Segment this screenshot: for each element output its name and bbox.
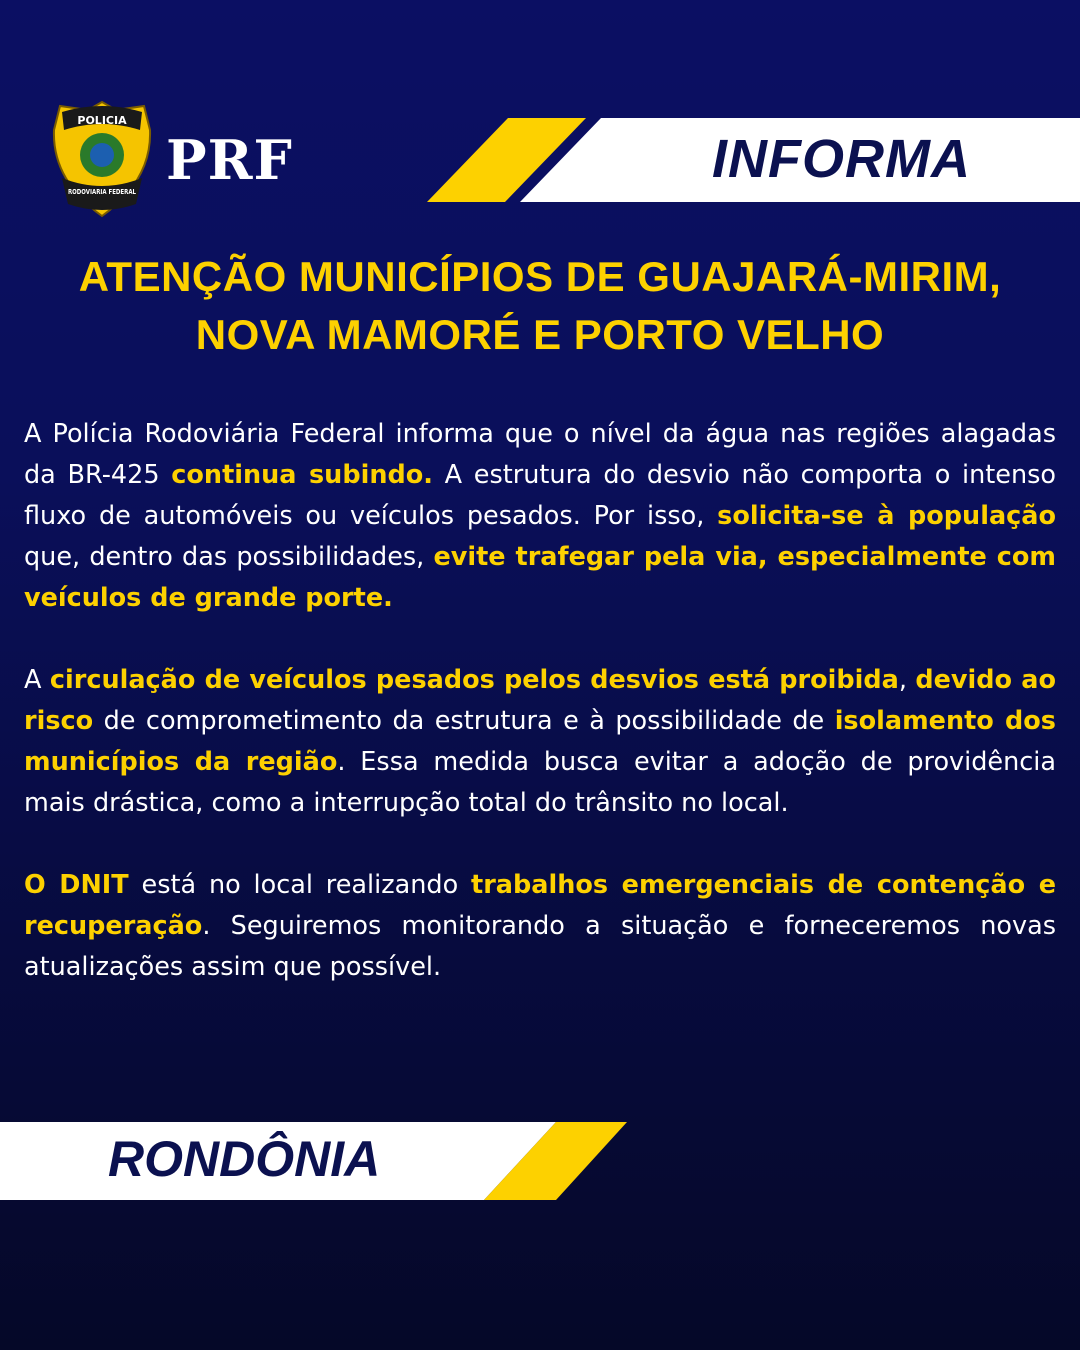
paragraph-3	[24, 865, 1056, 988]
badge-text-bottom: RODOVIARIA FEDERAL	[68, 188, 137, 196]
paragraph-1	[24, 414, 1056, 619]
text-segment: . Seguiremos monitorando a situação e forneceremos novas atualizações assim que possível.	[24, 911, 1056, 982]
highlighted-text: circulação de veículos pesados pelos desvios está proibida	[49, 665, 899, 695]
rondonia-banner-label: RONDÔNIA	[108, 1131, 381, 1187]
highlighted-text: evite trafegar pela via, especialmente com veículos de grande porte.	[24, 542, 1057, 613]
text-segment: . Essa medida busca evitar a adoção de providência mais drástica, como a interrupção total do trânsito no local.	[24, 747, 1056, 818]
highlighted-text: devido ao risco	[24, 665, 1056, 736]
informa-banner-label: INFORMA	[712, 129, 971, 189]
text-segment: A Polícia Rodoviária Federal informa que o nível da água nas regiões alagadas da BR-425	[24, 419, 1056, 490]
headline-line-1: ATENÇÃO MUNICÍPIOS DE GUAJARÁ-MIRIM,	[78, 253, 1002, 300]
paragraph-2	[24, 660, 1056, 824]
highlighted-text: trabalhos emergenciais de contenção e recuperação	[24, 870, 1056, 941]
highlighted-text: solicita-se à população	[717, 501, 1056, 531]
text-segment: A estrutura do desvio não comporta o intenso fluxo de automóveis ou veículos pesados. Por isso,	[24, 460, 1056, 531]
highlighted-text: continua subindo.	[171, 460, 433, 490]
body-text	[24, 414, 1056, 1029]
highlighted-text: O DNIT	[24, 870, 129, 900]
text-segment: que, dentro das possibilidades,	[24, 542, 434, 572]
text-segment: está no local realizando	[128, 870, 472, 900]
headline	[20, 248, 1060, 364]
text-segment: ,	[898, 665, 916, 695]
headline-line-2: NOVA MAMORÉ E PORTO VELHO	[195, 311, 885, 358]
text-segment: de comprometimento da estrutura e à possibilidade de	[93, 706, 835, 736]
prf-logo-text: PRF	[166, 128, 293, 192]
badge-text-top: POLICIA	[77, 114, 127, 127]
text-segment: A	[24, 665, 50, 695]
highlighted-text: isolamento dos municípios da região	[24, 706, 1056, 777]
